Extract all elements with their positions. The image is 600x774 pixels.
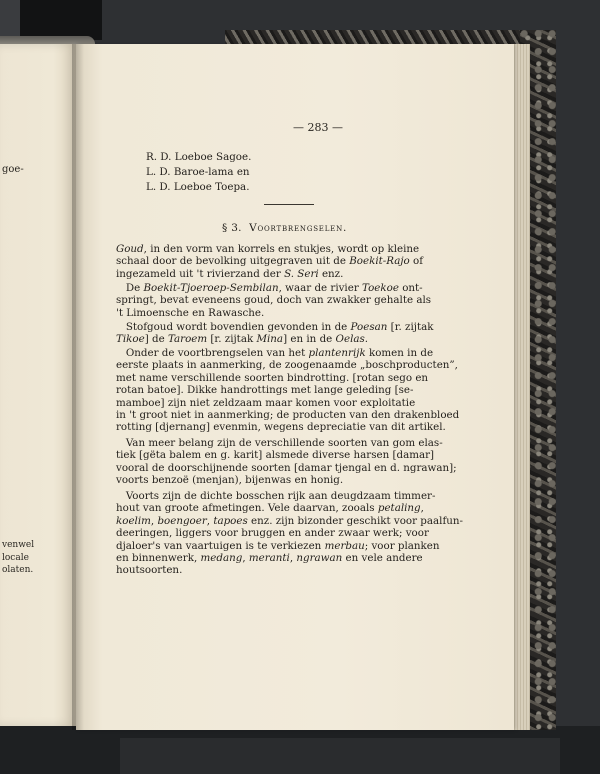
paragraph — [116, 437, 457, 487]
paragraph — [116, 321, 434, 346]
paragraph-line: mamboe] zijn niet zeldzaam maar komen voor exploitatie — [116, 396, 416, 409]
paragraph-line: 't Limoensche en Rawasche. — [116, 306, 265, 319]
paragraph-line: Goud, in den vorm van korrels en stukjes, wordt op kleine — [116, 243, 420, 255]
paragraph-line: De Boekit-Tjoeroep-Sembilan, waar de rivier Toekoe ont- — [116, 282, 423, 294]
list-item: L. D. Loeboe Toepa. — [146, 181, 250, 193]
left-page-fragment: locale — [2, 553, 29, 563]
section-title: Voortbrengselen. — [249, 222, 348, 234]
left-page-fragment: goe- — [2, 164, 24, 175]
paragraph-line: Tikoe] de Taroem [r. zijtak Mina] en in de Oelas. — [116, 333, 369, 346]
paragraph-line: en binnenwerk, medang, meranti, ngrawan en vele andere — [116, 552, 423, 565]
left-page-fragment: olaten. — [2, 565, 34, 575]
section-number: § 3. — [222, 222, 242, 234]
paragraph — [116, 243, 424, 280]
paragraph-line: djaloer's van vaartuigen is te verkiezen merbau; voor planken — [116, 539, 440, 552]
paragraph-line: hout van groote afmetingen. Vele daarvan, zooals petaling — [116, 502, 421, 515]
paragraph-line: rotting [djernang] evenmin, wegens depreciatie van dit artikel. — [116, 421, 446, 434]
page-number: — 283 — — [293, 121, 343, 134]
paragraph-line: deeringen, liggers voor bruggen en ander zwaar werk; voor — [116, 527, 429, 540]
paragraph-line: eerste plaats in aanmerking, de zoogenaamde „boschproducten”, — [116, 359, 458, 372]
list-item: L. D. Baroe-lama en — [146, 166, 250, 178]
paragraph-line: Stofgoud wordt bovendien gevonden in de Poesan [r. zijtak — [116, 321, 434, 333]
paragraph-line: vooral de doorschijnende soorten [damar tjengal en d. ngrawan]; — [116, 461, 457, 474]
section-divider — [264, 204, 314, 205]
paragraph-line: springt, bevat eveneens goud, doch van zwakker gehalte als — [116, 294, 432, 307]
left-page — [0, 44, 76, 726]
paragraph — [116, 347, 460, 434]
paragraph — [116, 282, 432, 319]
page-gutter-shadow — [72, 44, 84, 730]
list-item: R. D. Loeboe Sagoe. — [146, 151, 252, 163]
paragraph-line: voorts benzoë (menjan), bijenwas en honig. — [116, 474, 344, 487]
paragraph-line: in 't groot niet in aanmerking; de producten van den drakenbloed — [116, 409, 460, 422]
left-page-fragment: venwel — [2, 540, 35, 550]
paragraph-line: houtsoorten. — [116, 564, 183, 577]
paragraph-line: rotan batoe]. Dikke handrottings met lange geleding [se- — [116, 384, 414, 397]
paragraph-line: met name verschillende soorten bindrotting. [rotan sego en — [116, 371, 429, 384]
background-top — [20, 0, 102, 40]
paragraph-line: Voorts zijn de dichte bosschen rijk aan deugdzaam timmer- — [116, 490, 436, 502]
paragraph-line: koelim, boengoer, tapoes enz. zijn bizonder geschikt voor paalfun- — [116, 514, 464, 527]
paragraph-line: tiek [gëta balem en g. karit] alsmede diverse harsen [damar] — [116, 449, 435, 462]
section-heading — [222, 222, 347, 234]
paragraph-line: Onder de voortbrengselen van het plantenrijk komen in de — [116, 347, 434, 359]
background-bottom-strip — [120, 738, 560, 774]
paragraph-line: schaal door de bevolking uitgegraven uit de Boekit-Rajo of — [116, 255, 424, 268]
paragraph-line: ingezameld uit 't rivierzand der S. Seri enz. — [116, 267, 344, 280]
paragraph — [116, 490, 464, 577]
paragraph-line: Van meer belang zijn de verschillende soorten van gom elas- — [116, 437, 443, 449]
